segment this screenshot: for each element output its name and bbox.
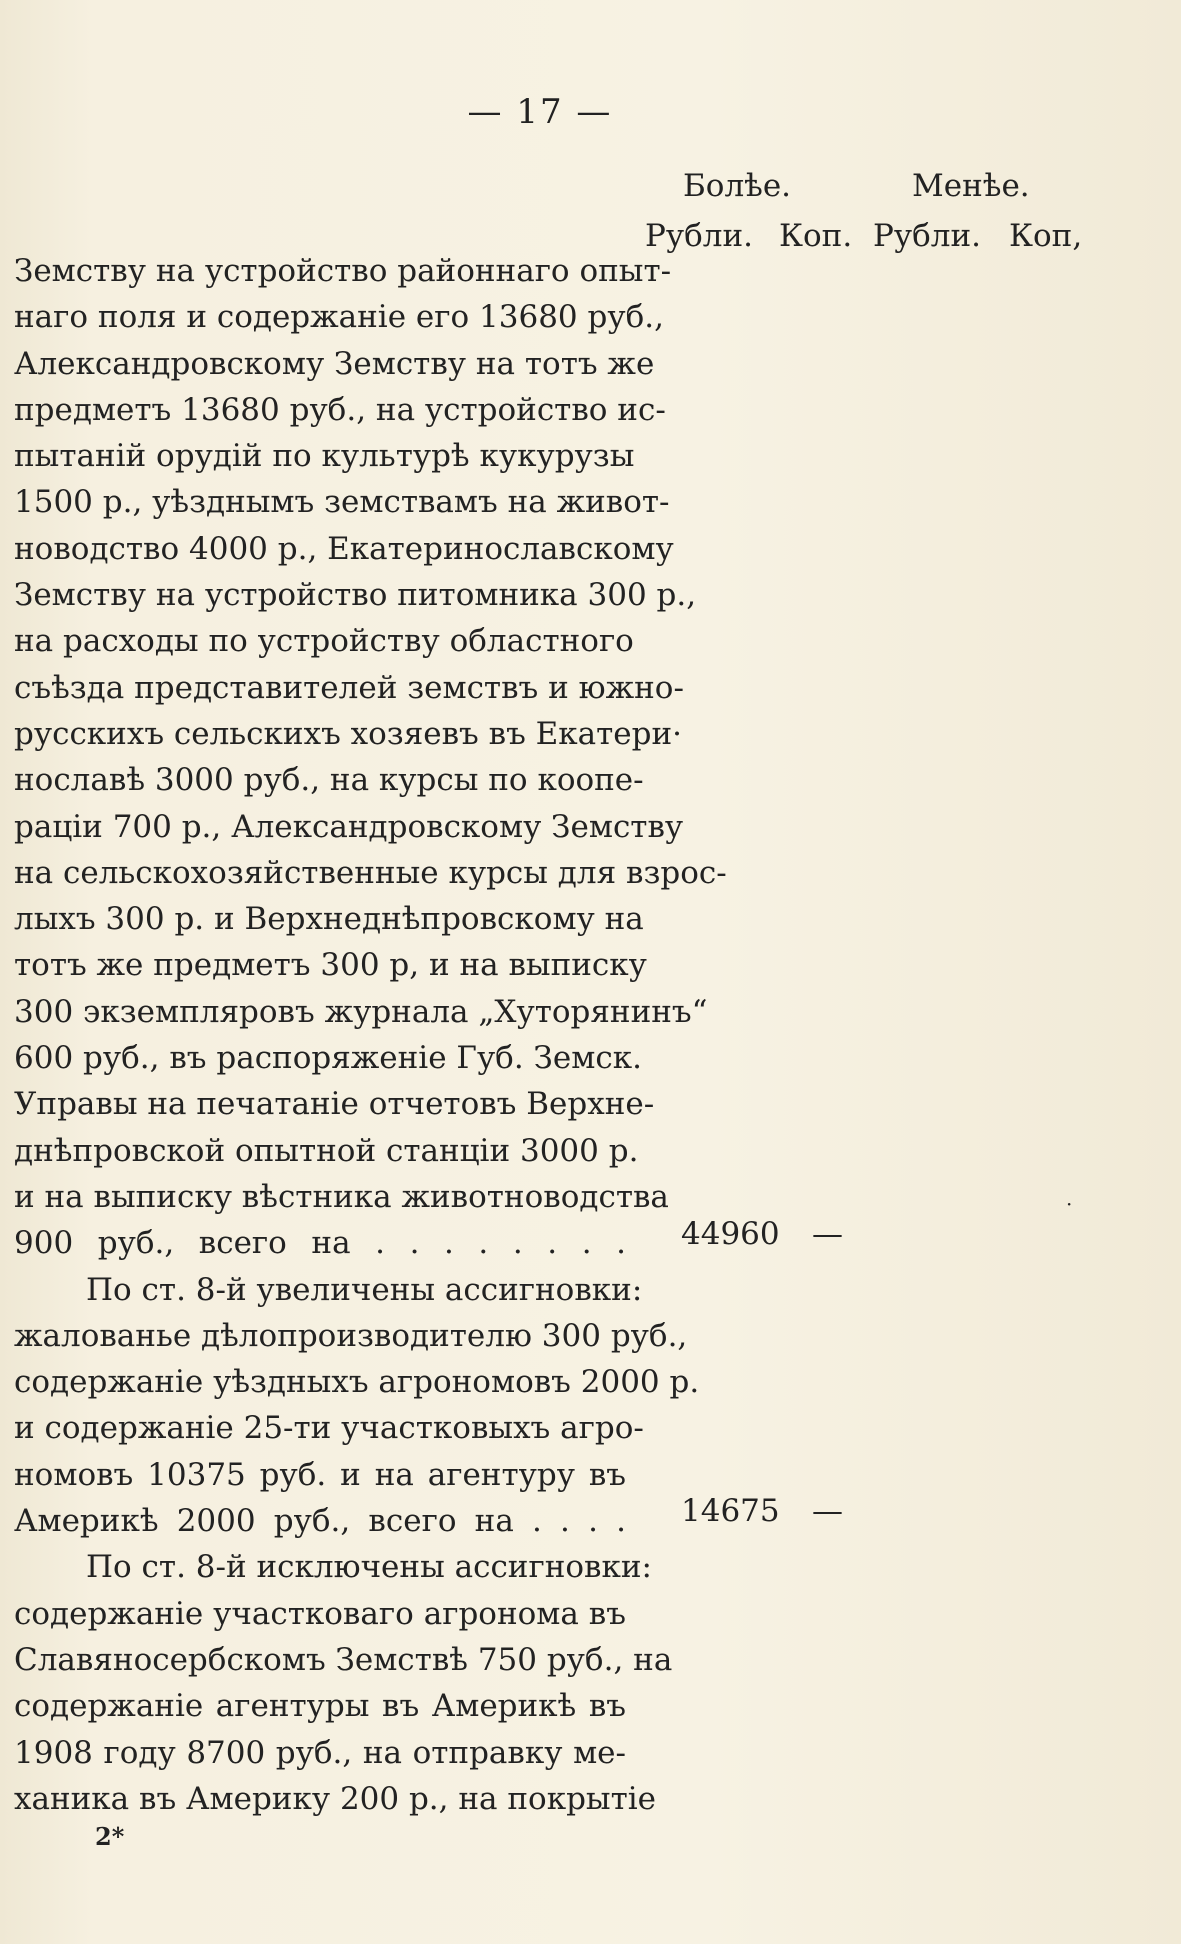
amount-more-kopecks: — — [812, 1216, 843, 1252]
text-line: и на выписку вѣстника животноводства — [14, 1178, 669, 1215]
text-line: съѣзда представителей земствъ и южно- — [14, 669, 684, 706]
column-header-less: Менѣе. — [912, 168, 1030, 204]
text-line: наго поля и содержаніе его 13680 руб., — [14, 299, 664, 336]
text-line: Славяносербскомъ Земствѣ 750 руб., на — [14, 1641, 673, 1678]
text-line: Александровскому Земству на тотъ же — [14, 345, 655, 382]
text-line: 1500 р., уѣзднымъ земствамъ на живот- — [14, 484, 670, 521]
text-line: на расходы по устройству областного — [14, 623, 634, 660]
text-line: новодство 4000 р., Екатеринославскому — [14, 530, 674, 567]
text-line: 1908 году 8700 руб., на отправку ме- — [14, 1734, 626, 1771]
body-text — [14, 248, 727, 1822]
column-header-more: Болѣе. — [683, 168, 792, 204]
page-number: — 17 — — [467, 92, 613, 132]
text-line: жалованье дѣлопроизводителю 300 руб., — [14, 1317, 688, 1354]
text-line: русскихъ сельскихъ хозяевъ въ Екатери· — [14, 715, 682, 752]
text-line: предметъ 13680 руб., на устройство ис- — [14, 391, 666, 428]
text-line-total: 900 руб., всего на . . . . . . . . — [14, 1225, 626, 1262]
amount-more-rubles: 44960 — [681, 1216, 780, 1252]
column-header-less-kopecks: Коп, — [1009, 218, 1083, 254]
text-line: пытаній орудій по культурѣ кукурузы — [14, 438, 635, 475]
text-line-total: Америкѣ 2000 руб., всего на . . . . — [14, 1503, 626, 1540]
text-line: Управы на печатаніе отчетовъ Верхне- — [14, 1086, 655, 1123]
text-line: Земству на устройство районнаго опыт- — [14, 253, 672, 289]
amount-more-rubles: 14675 — [681, 1493, 780, 1529]
text-line: Земству на устройство питомника 300 р., — [14, 577, 697, 614]
text-line: днѣпровской опытной станціи 3000 р. — [14, 1132, 639, 1169]
text-line: содержаніе уѣздныхъ агрономовъ 2000 р. — [14, 1364, 700, 1401]
text-line: содержаніе участковаго агронома въ — [14, 1595, 626, 1632]
text-line: тотъ же предметъ 300 р, и на выписку — [14, 947, 647, 984]
text-line: на сельскохозяйственные курсы для взрос- — [14, 854, 727, 891]
print-speck: · — [1066, 1192, 1073, 1216]
text-line: нославѣ 3000 руб., на курсы по коопе- — [14, 762, 644, 799]
text-line: 300 экземпляровъ журнала „Хуторянинъ“ — [14, 993, 708, 1030]
text-line: номовъ 10375 руб. и на агентуру въ — [14, 1456, 626, 1493]
text-line: раціи 700 р., Александровскому Земству — [14, 808, 684, 845]
text-line: лыхъ 300 р. и Верхнеднѣпровскому на — [14, 901, 644, 938]
text-line: ханика въ Америку 200 р., на покрытіе — [14, 1780, 656, 1817]
signature-mark: 2* — [95, 1822, 125, 1851]
text-line: и содержаніе 25-ти участковыхъ агро- — [14, 1410, 644, 1447]
text-line-paragraph-start: По ст. 8-й увеличены ассигновки: — [86, 1271, 643, 1308]
text-line: содержаніе агентуры въ Америкѣ въ — [14, 1688, 626, 1725]
column-header-more-rubles: Рубли. — [645, 218, 753, 254]
text-line-paragraph-start: По ст. 8-й исключены ассигновки: — [86, 1549, 652, 1586]
amount-more-kopecks: — — [812, 1493, 843, 1529]
text-line: 600 руб., въ распоряженіе Губ. Земск. — [14, 1040, 642, 1077]
column-header-less-rubles: Рубли. — [873, 218, 981, 254]
column-header-more-kopecks: Коп. — [779, 218, 853, 254]
